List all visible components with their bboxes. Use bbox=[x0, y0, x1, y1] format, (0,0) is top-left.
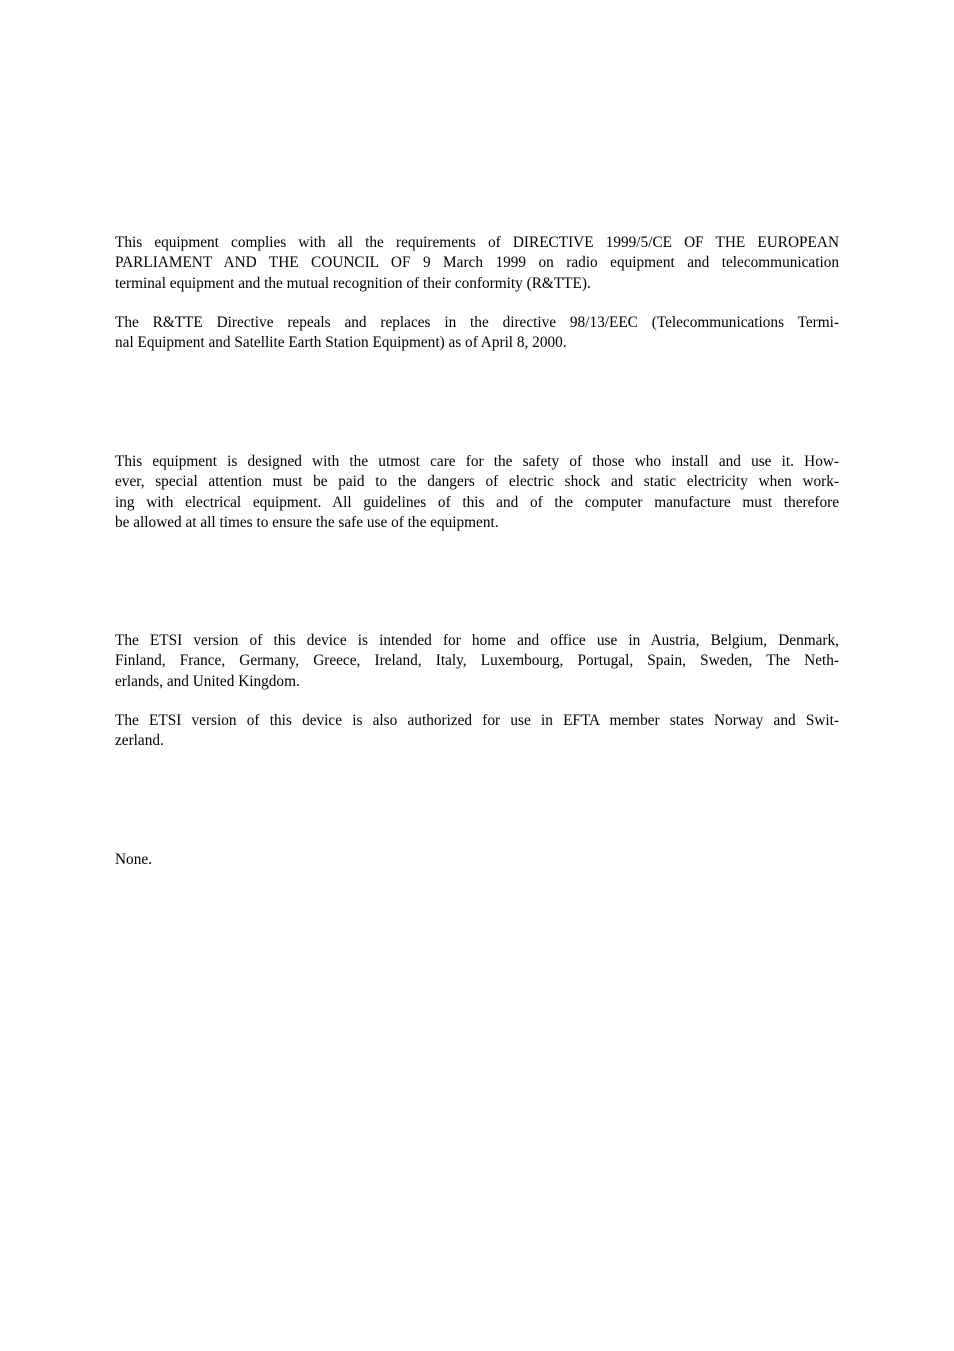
text-line: Finland, France, Germany, Greece, Ireland, Italy, Luxembourg, Portugal, Spain, Sweden, The Neth- bbox=[115, 652, 839, 670]
text-line: This equipment is designed with the utmost care for the safety of those who install and use it. How- bbox=[115, 453, 839, 470]
text-line: zerland. bbox=[115, 732, 164, 750]
etsi-countries-paragraph bbox=[115, 631, 839, 692]
text-line: The ETSI version of this device is intended for home and office use in Austria, Belgium, Denmark, bbox=[115, 632, 839, 649]
text-line: terminal equipment and the mutual recognition of their conformity (R&TTE). bbox=[115, 274, 591, 292]
etsi-efta-paragraph bbox=[115, 711, 839, 752]
safety-paragraph bbox=[115, 452, 839, 533]
text-line: ever, special attention must be paid to the dangers of electric shock and static electricity when work- bbox=[115, 473, 839, 491]
text-line: ing with electrical equipment. All guidelines of this and of the computer manufacture must therefore bbox=[115, 493, 839, 511]
text-line: This equipment complies with all the requirements of DIRECTIVE 1999/5/CE OF THE EUROPEAN bbox=[115, 234, 839, 251]
text-line: nal Equipment and Satellite Earth Station Equipment) as of April 8, 2000. bbox=[115, 334, 567, 352]
none-paragraph bbox=[115, 850, 839, 870]
text-line: None. bbox=[115, 851, 152, 868]
rtte-directive-paragraph bbox=[115, 313, 839, 354]
rtte-compliance-paragraph bbox=[115, 233, 839, 294]
text-line: The ETSI version of this device is also authorized for use in EFTA member states Norway and Swit- bbox=[115, 712, 839, 729]
text-line: PARLIAMENT AND THE COUNCIL OF 9 March 1999 on radio equipment and telecommunication bbox=[115, 254, 839, 272]
text-line: The R&TTE Directive repeals and replaces in the directive 98/13/EEC (Telecommunications Termi- bbox=[115, 314, 839, 331]
text-line: erlands, and United Kingdom. bbox=[115, 672, 300, 690]
text-line: be allowed at all times to ensure the safe use of the equipment. bbox=[115, 513, 499, 531]
